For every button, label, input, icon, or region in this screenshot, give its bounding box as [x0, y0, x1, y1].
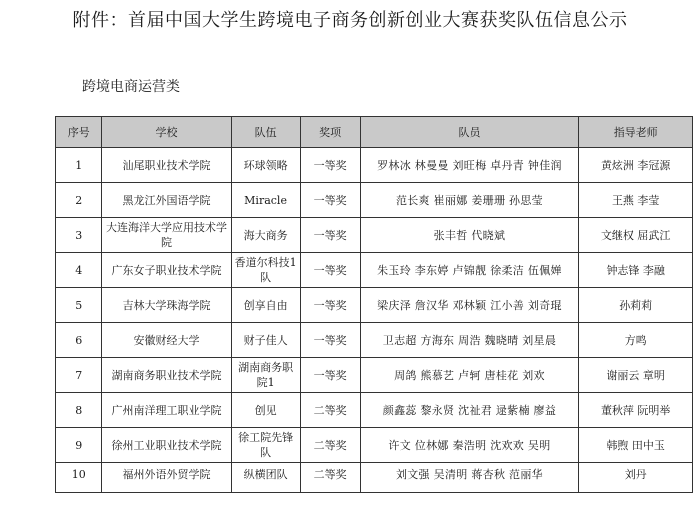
- cell-no: 9: [56, 428, 102, 463]
- cell-award: 一等奖: [300, 358, 360, 393]
- cell-no: 3: [56, 218, 102, 253]
- cell-teacher: 董秋萍 阮明举: [579, 393, 693, 428]
- cell-award: 一等奖: [300, 253, 360, 288]
- cell-teacher: 谢丽云 章明: [579, 358, 693, 393]
- cell-members: 周鸽 熊慕艺 卢轲 唐桂花 刘欢: [360, 358, 579, 393]
- cell-members: 许文 位林娜 秦浩明 沈欢欢 吴明: [360, 428, 579, 463]
- cell-team: 湖南商务职院1: [231, 358, 300, 393]
- table-row: [56, 218, 693, 253]
- cell-teacher: 王燕 李莹: [579, 183, 693, 218]
- cell-no: 4: [56, 253, 102, 288]
- cell-team: Miracle: [231, 183, 300, 218]
- cell-members: 梁庆泽 詹汉华 邓林颖 江小善 刘奇琨: [360, 288, 579, 323]
- table-row: [56, 323, 693, 358]
- header-school: 学校: [102, 117, 231, 148]
- cell-award: 一等奖: [300, 218, 360, 253]
- cell-award: 二等奖: [300, 428, 360, 463]
- table-row: [56, 253, 693, 288]
- cell-school: 福州外语外贸学院: [102, 463, 231, 493]
- cell-members: 颜鑫蕊 黎永贤 沈祉君 逯紫楠 廖益: [360, 393, 579, 428]
- cell-members: 张丰哲 代晓斌: [360, 218, 579, 253]
- cell-award: 一等奖: [300, 183, 360, 218]
- table-row: [56, 393, 693, 428]
- cell-teacher: 方鸣: [579, 323, 693, 358]
- cell-school: 黑龙江外国语学院: [102, 183, 231, 218]
- cell-team: 纵横团队: [231, 463, 300, 493]
- cell-teacher: 文继权 屈武江: [579, 218, 693, 253]
- cell-members: 朱玉玲 李东婷 卢锦靓 徐柔洁 伍佩婵: [360, 253, 579, 288]
- table-row: [56, 183, 693, 218]
- cell-award: 一等奖: [300, 148, 360, 183]
- cell-school: 大连海洋大学应用技术学院: [102, 218, 231, 253]
- cell-team: 创见: [231, 393, 300, 428]
- cell-award: 二等奖: [300, 393, 360, 428]
- cell-teacher: 黄炫洲 李冠源: [579, 148, 693, 183]
- cell-teacher: 钟志锋 李融: [579, 253, 693, 288]
- cell-teacher: 孙莉莉: [579, 288, 693, 323]
- table-row: [56, 428, 693, 463]
- cell-members: 刘文强 吴清明 蒋杏秋 范丽华: [360, 463, 579, 493]
- awards-table: [55, 116, 693, 493]
- table-row: [56, 463, 693, 493]
- cell-award: 二等奖: [300, 463, 360, 493]
- cell-award: 一等奖: [300, 323, 360, 358]
- table-row: [56, 148, 693, 183]
- header-award: 奖项: [300, 117, 360, 148]
- cell-members: 罗林冰 林曼曼 刘旺梅 卓丹青 钟佳润: [360, 148, 579, 183]
- cell-team: 香道尔科技1队: [231, 253, 300, 288]
- cell-award: 一等奖: [300, 288, 360, 323]
- cell-school: 湖南商务职业技术学院: [102, 358, 231, 393]
- document-title: 附件：首届中国大学生跨境电子商务创新创业大赛获奖队伍信息公示: [72, 10, 628, 31]
- cell-no: 5: [56, 288, 102, 323]
- cell-no: 6: [56, 323, 102, 358]
- cell-team: 海大商务: [231, 218, 300, 253]
- header-teacher: 指导老师: [579, 117, 693, 148]
- cell-team: 徐工院先锋队: [231, 428, 300, 463]
- header-members: 队员: [360, 117, 579, 148]
- cell-teacher: 刘丹: [579, 463, 693, 493]
- cell-no: 10: [56, 463, 102, 493]
- cell-members: 卫志超 方海东 周浩 魏晓晴 刘星晨: [360, 323, 579, 358]
- cell-members: 范长爽 崔丽娜 姜珊珊 孙思莹: [360, 183, 579, 218]
- cell-school: 吉林大学珠海学院: [102, 288, 231, 323]
- cell-no: 8: [56, 393, 102, 428]
- cell-team: 财子佳人: [231, 323, 300, 358]
- cell-school: 汕尾职业技术学院: [102, 148, 231, 183]
- table-row: [56, 288, 693, 323]
- cell-team: 环球领略: [231, 148, 300, 183]
- table-row: [56, 358, 693, 393]
- section-title: 跨境电商运营类: [82, 79, 180, 95]
- table-header-row: [56, 117, 693, 148]
- cell-school: 广州南洋理工职业学院: [102, 393, 231, 428]
- cell-school: 徐州工业职业技术学院: [102, 428, 231, 463]
- cell-teacher: 韩煦 田中玉: [579, 428, 693, 463]
- cell-school: 安徽财经大学: [102, 323, 231, 358]
- cell-no: 1: [56, 148, 102, 183]
- header-team: 队伍: [231, 117, 300, 148]
- cell-no: 2: [56, 183, 102, 218]
- cell-no: 7: [56, 358, 102, 393]
- cell-school: 广东女子职业技术学院: [102, 253, 231, 288]
- cell-team: 创享自由: [231, 288, 300, 323]
- header-no: 序号: [56, 117, 102, 148]
